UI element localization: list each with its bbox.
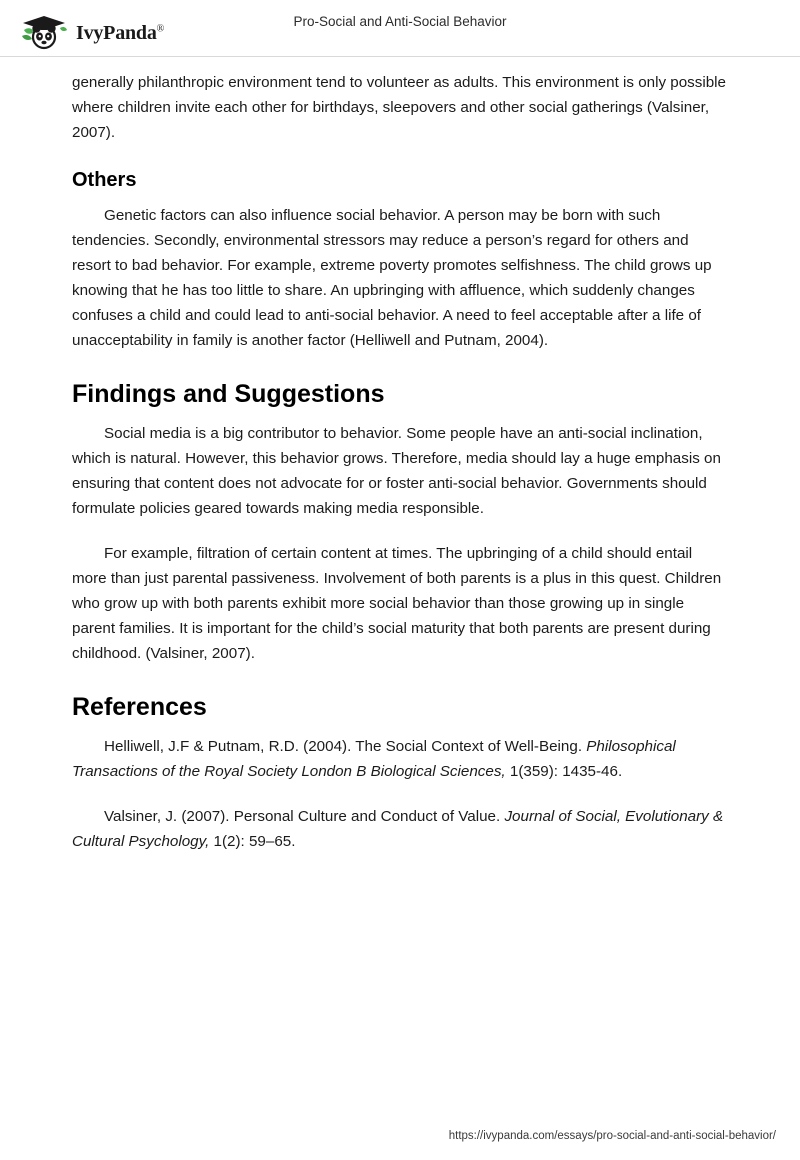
reference-journal-title: Journal of Social, Evolutionary & Cultural Psychology, <box>72 808 724 850</box>
paragraph-findings-2: For example, filtration of certain content at times. The upbringing of a child should entail more than just parental passiveness. Involvement of both parents is a plus in this quest. Children who grow up with both parents exhibit more social behavior than those growing up in single parent families. It is important for the child’s social maturity that both parents are present during childhood. (Valsiner, 2007). <box>72 545 722 662</box>
page-header <box>0 0 800 56</box>
heading-references: References <box>72 693 207 721</box>
heading-findings-and-suggestions: Findings and Suggestions <box>72 380 385 408</box>
paragraph-others: Genetic factors can also influence social behavior. A person may be born with such tendencies. Secondly, environmental stressors may reduce a person’s regard for others and resort to bad behavior. For example, extreme poverty promotes selfishness. The child grows up knowing that he has too little to share. An upbringing with affluence, which suddenly changes confuses a child and could lead to anti-social behavior. A need to feel acceptable after a life of unacceptability in family is another factor (Helliwell and Putnam, 2004). <box>72 207 712 349</box>
reference-spacer <box>72 784 728 804</box>
reference-item <box>72 804 728 854</box>
document-title: Pro-Social and Anti-Social Behavior <box>293 14 507 29</box>
reference-item <box>72 734 728 784</box>
reference-text-pre: Helliwell, J.F & Putnam, R.D. (2004). The Social Context of Well-Being. <box>104 738 587 755</box>
reference-text-post: 1(2): 59–65. <box>209 833 296 850</box>
header-divider <box>0 56 800 57</box>
reference-list <box>72 734 728 854</box>
paragraph-findings-1: Social media is a big contributor to behavior. Some people have an anti-social inclination, which is natural. However, this behavior grows. Therefore, media should lay a huge emphasis on ensuring that content does not advocate for or foster anti-social behavior. Governments should formulate policies geared towards making media responsible. <box>72 425 721 517</box>
document-content <box>72 70 728 854</box>
reference-text-post: 1(359): 1435-46. <box>505 763 623 780</box>
brand-name-text: IvyPanda <box>76 21 157 44</box>
registered-mark: ® <box>156 22 165 34</box>
source-url[interactable]: https://ivypanda.com/essays/pro-social-and-anti-social-behavior/ <box>448 1130 776 1142</box>
heading-others: Others <box>72 169 137 191</box>
paragraph-continuation: generally philanthropic environment tend to volunteer as adults. This environment is only possible where children invite each other for birthdays, sleepovers and other social gatherings (Valsiner, 2007). <box>72 74 726 141</box>
reference-journal-title: Philosophical Transactions of the Royal Society London B Biological Sciences, <box>72 738 676 780</box>
reference-text-pre: Valsiner, J. (2007). Personal Culture and Conduct of Value. <box>104 808 505 825</box>
paragraph-spacer <box>72 521 728 541</box>
